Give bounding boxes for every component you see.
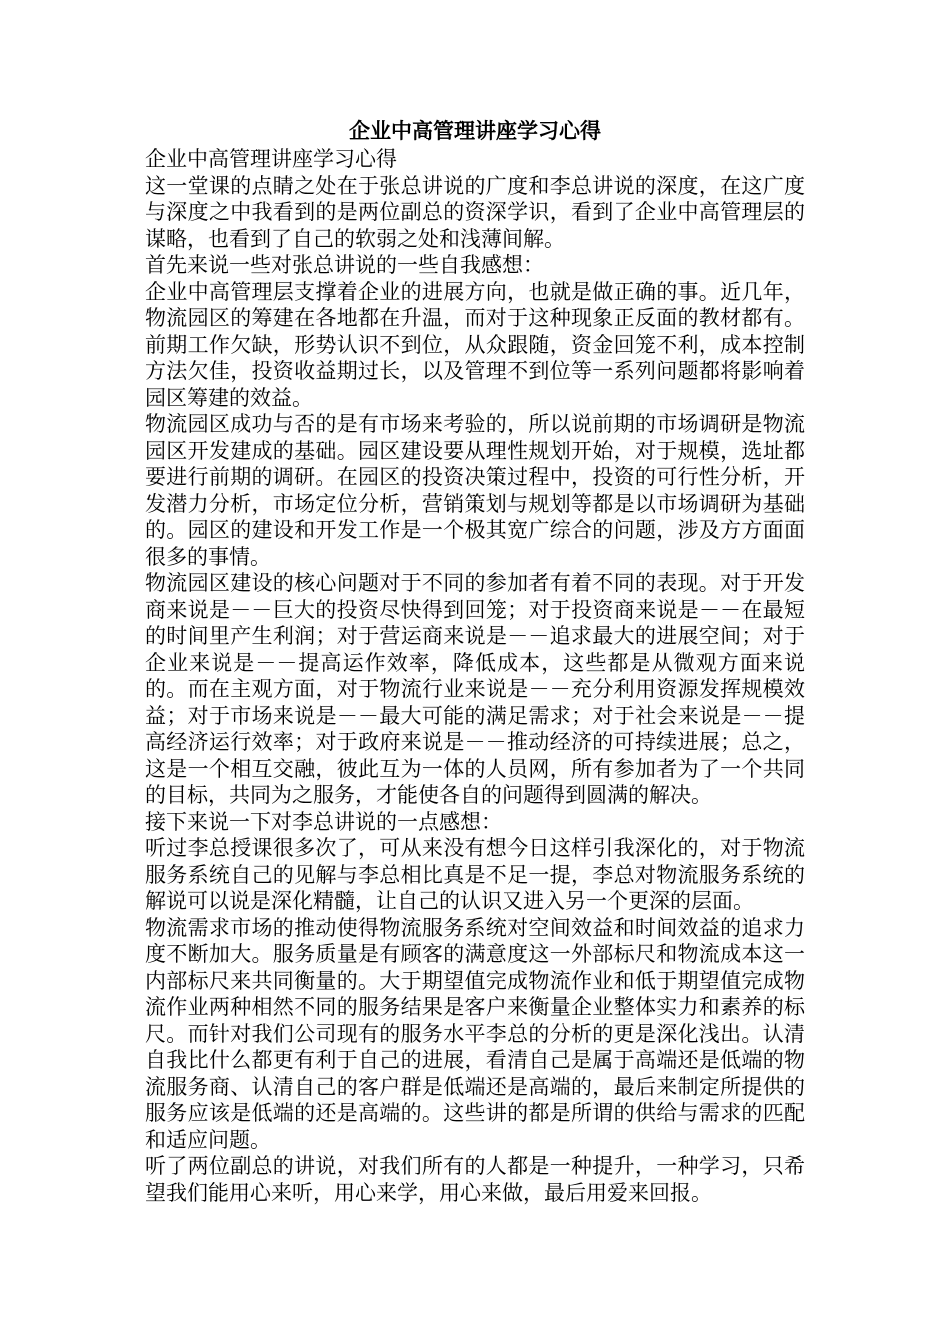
paragraph-zhang-heading: 首先来说一些对张总讲说的一些自我感想： [145, 253, 544, 277]
paragraph-li-heading: 接下来说一下对李总讲说的一点感想： [145, 809, 502, 834]
paragraph-li-lecture: 听过李总授课很多次了，可从来没有想今日这样引我深化的，对于物流服务系统自己的见解与李总相比真是不足一提，李总对物流服务系统的解说可以说是深化精髓，让自己的认识又进入另一个更深的层面。 [145, 836, 805, 913]
paragraph-service-quality: 物流需求市场的推动使得物流服务系统对空间效益和时间效益的追求力度不断加大。服务质量是有顾客的满意度这一外部标尺和物流成本这一内部标尺来共同衡量的。大于期望值完成物流作业和低于期望值完成物流作业两种相然不同的服务结果是客户来衡量企业整体实力和素养的标尺。而针对我们公司现有的服务水平李总的分析的更是深化浅出。认清自我比什么都更有利于自己的进展，看清自己是属于高端还是低端的物流服务商、认清自己的客户群是低端还是高端的，最后来制定所提供的服务应该是低端的还是高端的。这些讲的都是所谓的供给与需求的匹配和适应问题。 [145, 915, 805, 1152]
paragraph-management: 企业中高管理层支撑着企业的进展方向，也就是做正确的事。近几年，物流园区的筹建在各地都在升温，而对于这种现象正反面的教材都有。前期工作欠缺，形势认识不到位，从众跟随，资金回笼不利，成本控制方法欠佳，投资收益期过长，以及管理不到位等一系列问题都将影响着园区筹建的效益。 [145, 279, 805, 410]
document-page [145, 118, 805, 1206]
document-title: 企业中高管理讲座学习心得 [349, 118, 601, 143]
paragraph-core-issues: 物流园区建设的核心问题对于不同的参加者有着不同的表现。对于开发商来说是－－巨大的投资尽快得到回笼；对于投资商来说是－－在最短的时间里产生利润；对于营运商来说是－－追求最大的进展空间；对于企业来说是－－提高运作效率，降低成本，这些都是从微观方面来说的。而在主观方面，对于物流行业来说是－－充分利用资源发挥规模效益；对于市场来说是－－最大可能的满足需求；对于社会来说是－－提高经济运行效率；对于政府来说是－－推动经济的可持续进展；总之，这是一个相互交融，彼此互为一体的人员网，所有参加者为了一个共同的目标，共同为之服务，才能使各自的问题得到圆满的解决。 [145, 571, 805, 807]
subtitle-line: 企业中高管理讲座学习心得 [145, 147, 397, 171]
paragraph-market-research: 物流园区成功与否的是有市场来考验的，所以说前期的市场调研是物流园区开发建成的基础。园区建设要从理性规划开始，对于规模，选址都要进行前期的调研。在园区的投资决策过程中，投资的可行性分析，开发潜力分析，市场定位分析，营销策划与规划等都是以市场调研为基础的。园区的建设和开发工作是一个极其宽广综合的问题，涉及方方面面很多的事情。 [145, 412, 805, 569]
paragraph-conclusion: 听了两位副总的讲说，对我们所有的人都是一种提升，一种学习，只希望我们能用心来听，用心来学，用心来做，最后用爱来回报。 [145, 1154, 805, 1205]
paragraph-intro: 这一堂课的点睛之处在于张总讲说的广度和李总讲说的深度，在这广度与深度之中我看到的是两位副总的资深学识，看到了企业中高管理层的谋略，也看到了自己的软弱之处和浅薄间解。 [145, 173, 805, 251]
